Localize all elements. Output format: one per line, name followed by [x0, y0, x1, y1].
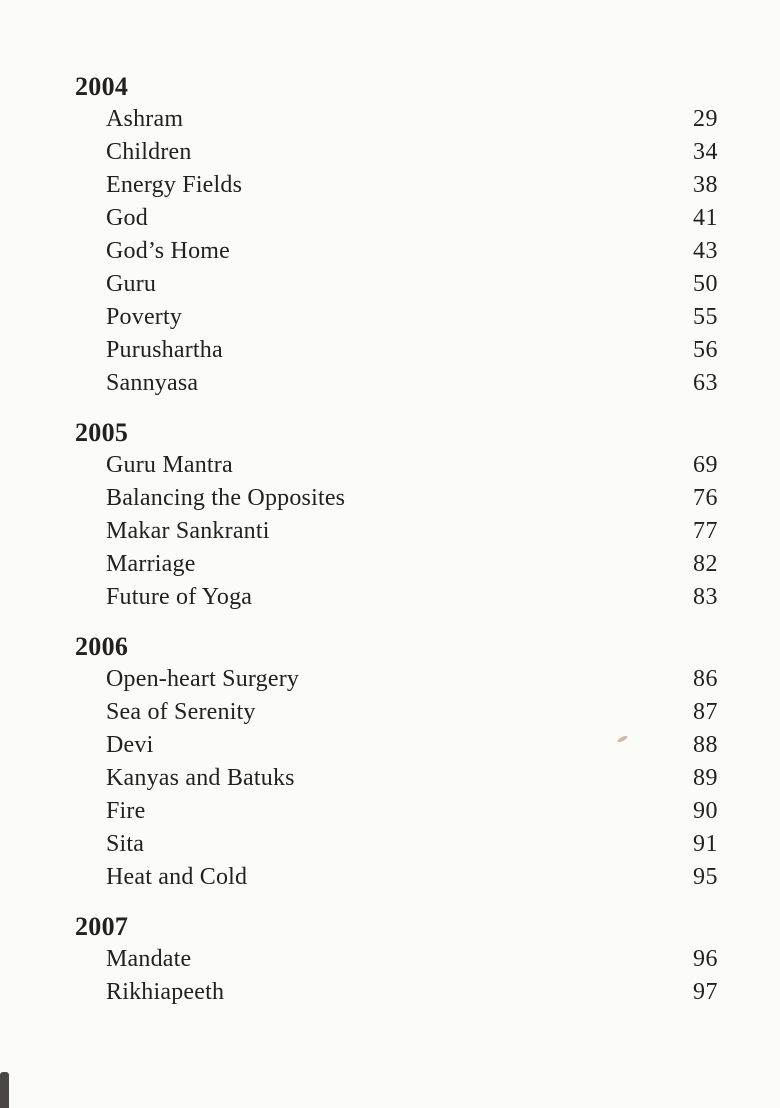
toc-entry-title: Balancing the Opposites: [106, 485, 346, 511]
scan-corner-artifact: [0, 1072, 9, 1108]
toc-entry-title: Ashram: [106, 106, 184, 132]
toc-entry-page: 88: [693, 732, 718, 758]
toc-entry-page: 34: [693, 139, 718, 165]
toc-entry-page: 97: [693, 979, 718, 1005]
toc-entry: [75, 235, 718, 268]
toc-entry-page: 95: [693, 864, 718, 890]
toc-entry-page: 76: [693, 485, 718, 511]
toc-entry-title: Sea of Serenity: [106, 699, 256, 725]
toc-entry-page: 41: [693, 205, 718, 231]
toc-entry-title: Heat and Cold: [106, 864, 248, 890]
toc-year-heading: 2005: [75, 418, 129, 447]
toc-entry-title: Kanyas and Batuks: [106, 765, 295, 791]
toc-entry-page: 56: [693, 337, 718, 363]
toc-entry-page: 83: [693, 584, 718, 610]
toc-entry-page: 91: [693, 831, 718, 857]
toc-entry: [75, 943, 718, 976]
toc-entry: [75, 169, 718, 202]
toc-entry: [75, 762, 718, 795]
toc-entry: [75, 482, 718, 515]
toc-entry-title: Marriage: [106, 551, 196, 577]
toc-entry-page: 87: [693, 699, 718, 725]
toc-entry-page: 86: [693, 666, 718, 692]
toc-entry-page: 77: [693, 518, 718, 544]
toc-entry: [75, 581, 718, 614]
toc-entry-page: 89: [693, 765, 718, 791]
toc-entry: [75, 828, 718, 861]
toc-entry: [75, 268, 718, 301]
toc-entry: [75, 367, 718, 400]
toc-entry-title: Mandate: [106, 946, 192, 972]
toc-entry-title: God: [106, 205, 148, 231]
toc-entry: [75, 136, 718, 169]
toc-section-2004: [75, 70, 718, 400]
toc-year-heading: 2007: [75, 912, 129, 941]
toc-entry-page: 38: [693, 172, 718, 198]
toc-section-2007: [75, 910, 718, 1009]
toc-entry-page: 43: [693, 238, 718, 264]
toc-entry: [75, 334, 718, 367]
toc-entry-title: Sita: [106, 831, 145, 857]
toc-entry-page: 55: [693, 304, 718, 330]
toc-entry-title: Rikhiapeeth: [106, 979, 225, 1005]
toc-entry: [75, 202, 718, 235]
toc-entry-title: Open-heart Surgery: [106, 666, 300, 692]
toc-entry-page: 69: [693, 452, 718, 478]
toc-entry: [75, 548, 718, 581]
toc-entry-title: Fire: [106, 798, 146, 824]
toc-entry-title: Makar Sankranti: [106, 518, 270, 544]
toc-section-2005: [75, 416, 718, 614]
toc-entry-page: 90: [693, 798, 718, 824]
toc-entry: [75, 696, 718, 729]
toc-entry-page: 50: [693, 271, 718, 297]
toc-entry-title: Sannyasa: [106, 370, 199, 396]
toc-year-heading: 2006: [75, 632, 129, 661]
toc-entry-title: Devi: [106, 732, 154, 758]
toc-entry: [75, 449, 718, 482]
toc-entry-title: God’s Home: [106, 238, 230, 264]
toc-entry-page: 82: [693, 551, 718, 577]
toc-year-heading: 2004: [75, 72, 129, 101]
toc-entry: [75, 301, 718, 334]
toc-entry-title: Guru: [106, 271, 157, 297]
toc-entry-page: 63: [693, 370, 718, 396]
toc-entry: [75, 795, 718, 828]
toc-entry: [75, 515, 718, 548]
toc-entry: [75, 861, 718, 894]
toc-entry: [75, 729, 718, 762]
toc-entry-title: Guru Mantra: [106, 452, 233, 478]
toc-entry-page: 96: [693, 946, 718, 972]
toc-entry-title: Children: [106, 139, 192, 165]
toc-entry-title: Energy Fields: [106, 172, 243, 198]
toc-entry-page: 29: [693, 106, 718, 132]
toc-section-2006: [75, 630, 718, 894]
toc-entry-title: Poverty: [106, 304, 183, 330]
toc-entry-title: Purushartha: [106, 337, 223, 363]
toc-entry: [75, 663, 718, 696]
toc-entry: [75, 103, 718, 136]
toc-entry-title: Future of Yoga: [106, 584, 253, 610]
toc-entry: [75, 976, 718, 1009]
